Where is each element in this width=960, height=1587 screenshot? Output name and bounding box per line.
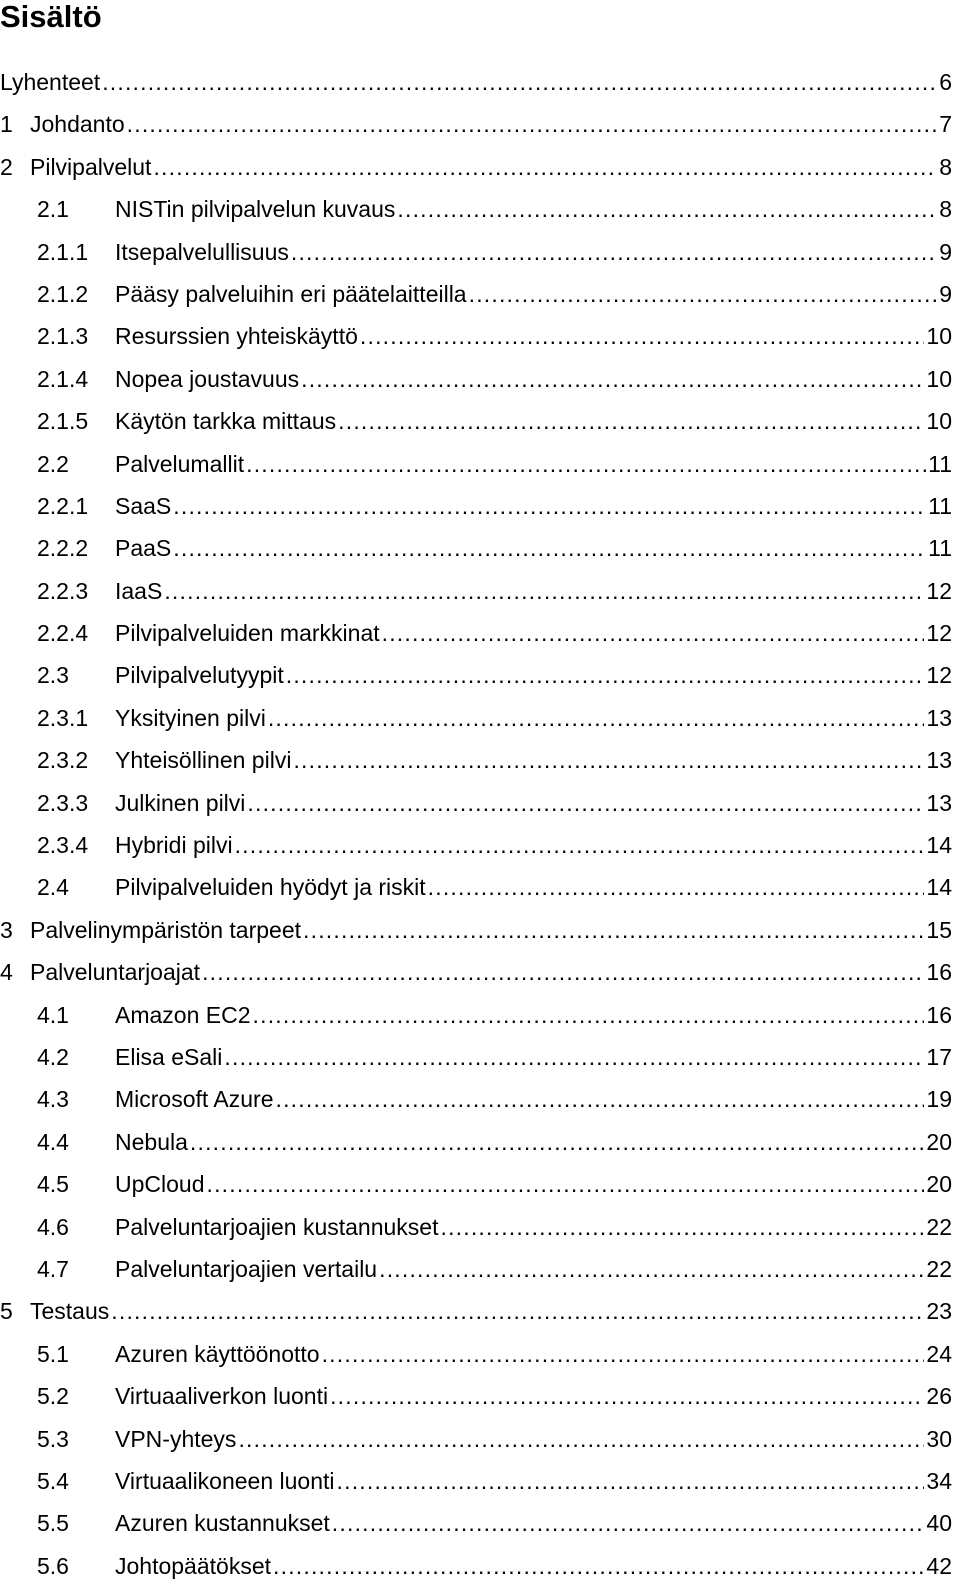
toc-entry-title: Yksityinen pilvi — [115, 704, 266, 731]
dot-leader — [235, 824, 925, 854]
toc-entry-number: 4.3 — [37, 1086, 69, 1113]
toc-entry-title: Testaus — [30, 1298, 110, 1325]
dot-leader — [247, 782, 924, 812]
dot-leader — [164, 570, 924, 600]
toc-entry-title: Microsoft Azure — [115, 1086, 274, 1113]
toc-entry[interactable] — [0, 1078, 952, 1120]
toc-entry[interactable] — [0, 485, 952, 527]
toc-entry[interactable] — [0, 358, 952, 400]
toc-entry-page: 13 — [926, 789, 952, 816]
toc-entry-number: 1 — [0, 111, 13, 138]
toc-entry-number: 4 — [0, 959, 13, 986]
toc-entry-number: 2.4 — [37, 874, 69, 901]
toc-entry-page: 42 — [926, 1552, 952, 1579]
toc-entry-title: Virtuaalikoneen luonti — [115, 1467, 335, 1494]
toc-entry[interactable] — [0, 315, 952, 357]
toc-entry-title: Elisa eSali — [115, 1043, 223, 1070]
toc-entry-title: Resurssien yhteiskäyttö — [115, 323, 358, 350]
dot-leader — [286, 654, 925, 684]
toc-entry-page: 24 — [926, 1340, 952, 1367]
toc-entry-number: 4.7 — [37, 1255, 69, 1282]
toc-entry-page: 20 — [926, 1171, 952, 1198]
toc-entry-number: 2.1 — [37, 196, 69, 223]
toc-entry-page: 14 — [926, 874, 952, 901]
dot-leader — [202, 951, 924, 981]
dot-leader — [469, 273, 938, 303]
toc-entry-number: 2.1.4 — [37, 365, 89, 392]
toc-entry-page: 10 — [926, 365, 952, 392]
toc-entry-title: NISTin pilvipalvelun kuvaus — [115, 196, 396, 223]
dot-leader — [440, 1206, 924, 1236]
toc-entry-title: Johtopäätökset — [115, 1552, 272, 1579]
dot-leader — [253, 994, 925, 1024]
toc-entry-number: 2.2.3 — [37, 577, 89, 604]
toc-entry[interactable] — [0, 654, 952, 696]
toc-entry[interactable] — [0, 1502, 952, 1544]
toc-entry-title: Pääsy palveluihin eri päätelaitteilla — [115, 280, 467, 307]
dot-leader — [207, 1163, 925, 1193]
dot-leader — [301, 358, 924, 388]
toc-entry-title: Käytön tarkka mittaus — [115, 408, 337, 435]
toc-entry-title: Julkinen pilvi — [115, 789, 246, 816]
toc-entry[interactable] — [0, 866, 952, 908]
dot-leader — [190, 1121, 925, 1151]
toc-entry-number: 2.1.1 — [37, 238, 89, 265]
toc-entry-number: 2.2.1 — [37, 492, 89, 519]
toc-entry-number: 2.3.1 — [37, 704, 89, 731]
toc-entry-number: 5.1 — [37, 1340, 69, 1367]
dot-leader — [102, 61, 937, 91]
dot-leader — [360, 315, 925, 345]
toc-entry-number: 5.4 — [37, 1467, 69, 1494]
toc-entry[interactable] — [0, 1460, 952, 1502]
dot-leader — [173, 527, 926, 557]
toc-entry-number: 2.3.4 — [37, 832, 89, 859]
toc-entry-number: 4.2 — [37, 1043, 69, 1070]
toc-entry[interactable] — [0, 400, 952, 442]
toc-entry-page: 10 — [926, 408, 952, 435]
dot-leader — [153, 146, 937, 176]
toc-entry-page: 11 — [928, 492, 952, 519]
toc-entry[interactable] — [0, 103, 952, 145]
toc-entry-number: 2.3.3 — [37, 789, 89, 816]
toc-entry-title: Pilvipalvelut — [30, 153, 152, 180]
toc-entry[interactable] — [0, 1290, 952, 1332]
toc-entry-number: 2.2.2 — [37, 535, 89, 562]
table-of-contents — [0, 61, 952, 1587]
dot-leader — [338, 400, 924, 430]
toc-entry-page: 14 — [926, 832, 952, 859]
toc-entry[interactable] — [0, 951, 952, 993]
toc-entry[interactable] — [0, 1248, 952, 1290]
page-title: Sisältö — [0, 0, 102, 34]
dot-leader — [273, 1545, 924, 1575]
toc-entry-page: 19 — [926, 1086, 952, 1113]
toc-entry[interactable] — [0, 1163, 952, 1205]
toc-entry[interactable] — [0, 527, 952, 569]
dot-leader — [332, 1502, 925, 1532]
toc-entry-page: 22 — [926, 1255, 952, 1282]
toc-entry[interactable] — [0, 231, 952, 273]
toc-entry[interactable] — [0, 273, 952, 315]
toc-entry-title: SaaS — [115, 492, 172, 519]
toc-entry-page: 9 — [939, 280, 952, 307]
toc-entry-page: 16 — [926, 1001, 952, 1028]
toc-entry-number: 5.5 — [37, 1510, 69, 1537]
toc-entry-page: 8 — [939, 153, 952, 180]
toc-entry-page: 17 — [926, 1043, 952, 1070]
toc-entry[interactable] — [0, 824, 952, 866]
toc-entry-title: VPN-yhteys — [115, 1425, 237, 1452]
toc-entry-title: Johdanto — [30, 111, 125, 138]
toc-entry-title: Palveluntarjoajat — [30, 959, 201, 986]
toc-entry-page: 13 — [926, 747, 952, 774]
toc-entry[interactable] — [0, 994, 952, 1036]
toc-entry[interactable] — [0, 782, 952, 824]
toc-entry-number: 2.3.2 — [37, 747, 89, 774]
toc-entry-number: 2.2 — [37, 450, 69, 477]
toc-entry-title: Pilvipalveluiden hyödyt ja riskit — [115, 874, 426, 901]
toc-entry[interactable] — [0, 1333, 952, 1375]
toc-entry-page: 26 — [926, 1383, 952, 1410]
toc-entry-number: 4.1 — [37, 1001, 69, 1028]
toc-entry-page: 9 — [939, 238, 952, 265]
toc-entry-number: 5 — [0, 1298, 13, 1325]
toc-entry-number: 2.1.2 — [37, 280, 89, 307]
toc-entry-page: 12 — [926, 577, 952, 604]
toc-entry[interactable] — [0, 1206, 952, 1248]
toc-entry-title: Virtuaaliverkon luonti — [115, 1383, 329, 1410]
toc-entry-page: 34 — [926, 1467, 952, 1494]
toc-entry-title: Itsepalvelullisuus — [115, 238, 289, 265]
toc-entry[interactable] — [0, 443, 952, 485]
toc-entry-number: 2.1.5 — [37, 408, 89, 435]
toc-entry-number: 4.4 — [37, 1128, 69, 1155]
toc-entry-title: Azuren käyttöönotto — [115, 1340, 320, 1367]
toc-entry[interactable] — [0, 612, 952, 654]
toc-entry-page: 7 — [939, 111, 952, 138]
toc-entry-page: 10 — [926, 323, 952, 350]
toc-entry-number: 4.5 — [37, 1171, 69, 1198]
toc-entry-page: 20 — [926, 1128, 952, 1155]
toc-entry-page: 22 — [926, 1213, 952, 1240]
toc-entry-page: 11 — [928, 450, 952, 477]
dot-leader — [127, 103, 938, 133]
toc-entry-page: 40 — [926, 1510, 952, 1537]
toc-entry-title: Lyhenteet — [0, 69, 101, 95]
toc-entry-page: 15 — [926, 916, 952, 943]
toc-entry[interactable] — [0, 61, 952, 103]
toc-entry-title: Nopea joustavuus — [115, 365, 300, 392]
toc-entry-number: 2.3 — [37, 662, 69, 689]
toc-entry[interactable] — [0, 1375, 952, 1417]
dot-leader — [330, 1375, 924, 1405]
dot-leader — [293, 739, 924, 769]
dot-leader — [224, 1036, 924, 1066]
toc-entry-page: 16 — [926, 959, 952, 986]
dot-leader — [238, 1418, 924, 1448]
toc-entry-number: 5.3 — [37, 1425, 69, 1452]
dot-leader — [322, 1333, 925, 1363]
toc-entry[interactable] — [0, 188, 952, 230]
toc-entry-title: Pilvipalveluiden markkinat — [115, 620, 380, 647]
toc-entry-number: 2 — [0, 153, 13, 180]
toc-entry-page: 11 — [928, 535, 952, 562]
dot-leader — [428, 866, 925, 896]
toc-entry-page: 6 — [939, 69, 952, 95]
dot-leader — [379, 1248, 924, 1278]
toc-entry-title: Nebula — [115, 1128, 188, 1155]
toc-entry[interactable] — [0, 739, 952, 781]
dot-leader — [173, 485, 926, 515]
toc-entry-page: 30 — [926, 1425, 952, 1452]
dot-leader — [303, 909, 924, 939]
toc-entry-title: Palvelumallit — [115, 450, 245, 477]
toc-entry-page: 12 — [926, 662, 952, 689]
dot-leader — [111, 1290, 924, 1320]
toc-entry[interactable] — [0, 1036, 952, 1078]
toc-entry-number: 3 — [0, 916, 13, 943]
toc-entry-title: Yhteisöllinen pilvi — [115, 747, 292, 774]
toc-entry-title: Palvelinympäristön tarpeet — [30, 916, 302, 943]
dot-leader — [268, 697, 925, 727]
toc-entry-number: 2.2.4 — [37, 620, 89, 647]
toc-entry[interactable] — [0, 1545, 952, 1587]
dot-leader — [397, 188, 937, 218]
dot-leader — [276, 1078, 925, 1108]
toc-entry-number: 4.6 — [37, 1213, 69, 1240]
toc-entry-number: 5.2 — [37, 1383, 69, 1410]
toc-entry-number: 5.6 — [37, 1552, 69, 1579]
toc-entry[interactable] — [0, 570, 952, 612]
toc-entry-title: UpCloud — [115, 1171, 205, 1198]
toc-entry-title: Hybridi pilvi — [115, 832, 233, 859]
toc-entry-page: 12 — [926, 620, 952, 647]
toc-entry-page: 23 — [926, 1298, 952, 1325]
toc-entry-title: Pilvipalvelutyypit — [115, 662, 284, 689]
toc-entry-number: 2.1.3 — [37, 323, 89, 350]
dot-leader — [382, 612, 925, 642]
dot-leader — [337, 1460, 925, 1490]
toc-entry-title: Palveluntarjoajien vertailu — [115, 1255, 378, 1282]
toc-entry-page: 13 — [926, 704, 952, 731]
toc-entry-title: Amazon EC2 — [115, 1001, 251, 1028]
toc-entry[interactable] — [0, 1121, 952, 1163]
toc-entry-title: PaaS — [115, 535, 172, 562]
toc-entry[interactable] — [0, 697, 952, 739]
dot-leader — [246, 443, 926, 473]
dot-leader — [291, 231, 937, 261]
toc-entry-title: Azuren kustannukset — [115, 1510, 330, 1537]
toc-entry[interactable] — [0, 146, 952, 188]
toc-entry[interactable] — [0, 909, 952, 951]
toc-entry-title: Palveluntarjoajien kustannukset — [115, 1213, 439, 1240]
toc-entry-page: 8 — [939, 196, 952, 223]
toc-entry[interactable] — [0, 1418, 952, 1460]
toc-entry-title: IaaS — [115, 577, 163, 604]
